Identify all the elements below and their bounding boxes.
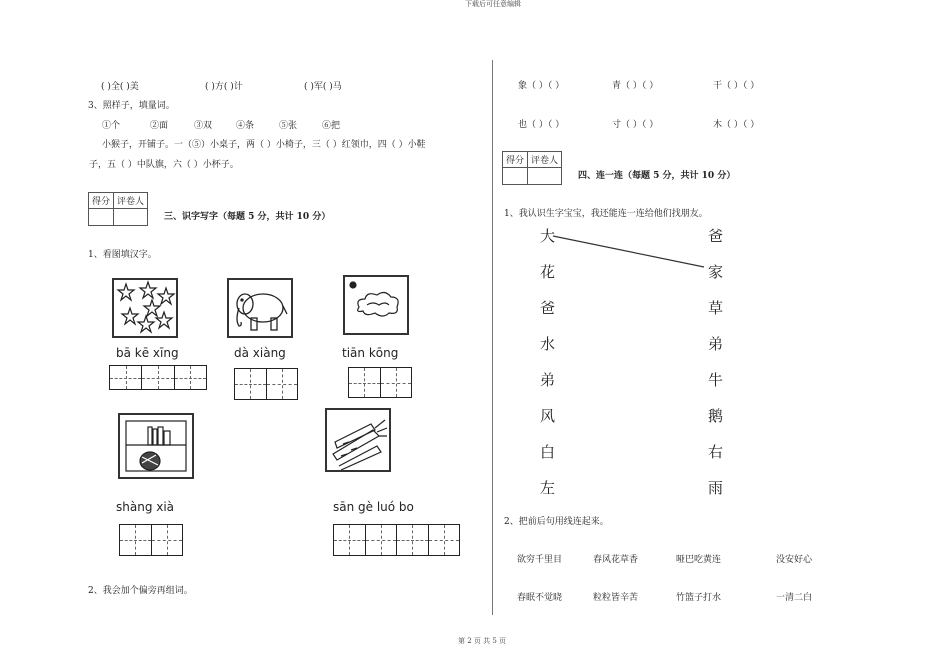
measure-word-option: ④条 [236,121,255,131]
score-label: 得分 [89,193,114,209]
score-label: 得分 [503,152,528,168]
question-3-line-2: 子，五（ ）中队旗，六（ ）小杯子。 [89,160,239,170]
radical-item: 青（ ）（ ） [612,81,659,91]
idiom-front[interactable]: 欲穷千里目 [517,555,563,565]
match-right-char[interactable]: 雨 [708,479,724,497]
grader-label: 评卷人 [114,193,148,209]
match-left-char[interactable]: 花 [540,263,556,281]
match-left-char[interactable]: 水 [540,335,556,353]
pinyin-label: sān gè luó bo [333,500,414,514]
page-footer: 第 2 页 共 5 页 [458,637,507,645]
match-right-char[interactable]: 牛 [708,371,724,389]
match-right-char[interactable]: 弟 [708,335,724,353]
idiom-front[interactable]: 春眠不觉晓 [517,593,563,603]
measure-word-option: ①个 [102,121,121,131]
question-1-title: 1、看图填汉字。 [88,250,157,260]
match-left-char[interactable]: 大 [540,227,556,245]
match-right-char[interactable]: 鹅 [708,407,724,425]
match-left-char[interactable]: 白 [540,443,556,461]
match-right-char[interactable]: 草 [708,299,724,317]
pinyin-label: dà xiàng [234,346,286,360]
measure-word-option: ⑥把 [322,121,341,131]
idiom-back[interactable]: 没安好心 [776,555,813,565]
idiom-back[interactable]: 竹篮子打水 [676,593,722,603]
fill-blank-3: ( )军( )马 [304,82,342,92]
match-right-char[interactable]: 右 [708,443,724,461]
match-question-1-title: 1、我认识生字宝宝，我还能连一连给他们找朋友。 [504,209,708,219]
pinyin-label: shàng xià [116,500,175,514]
radical-item: 木（ ）（ ） [713,120,760,130]
match-left-char[interactable]: 左 [540,479,556,497]
idiom-front[interactable]: 粒粒皆辛苦 [593,593,639,603]
header-note: 下载后可任意编辑 [465,0,521,8]
pinyin-label: tiān kōng [342,346,399,360]
radical-item: 干（ ）（ ） [713,81,760,91]
measure-word-option: ②面 [150,121,169,131]
fill-blank-1: ( )全( )美 [101,82,139,92]
radical-item: 也（ ）（ ） [518,120,565,130]
question-3-title: 3、照样子，填量词。 [88,101,175,111]
measure-word-option: ⑤张 [279,121,298,131]
idiom-back[interactable]: 一清二白 [776,593,813,603]
radical-item: 象（ ）（ ） [518,81,565,91]
match-right-char[interactable]: 爸 [708,227,724,245]
match-left-char[interactable]: 弟 [540,371,556,389]
measure-word-option: ③双 [194,121,213,131]
idiom-back[interactable]: 哑巴吃黄连 [676,555,722,565]
idiom-front[interactable]: 春风花草香 [593,555,639,565]
grader-label: 评卷人 [528,152,562,168]
match-left-char[interactable]: 风 [540,407,556,425]
question-2-title: 2、我会加个偏旁再组词。 [88,586,193,596]
match-right-char[interactable]: 家 [708,263,724,281]
match-question-2-title: 2、把前后句用线连起来。 [504,517,609,527]
match-left-char[interactable]: 爸 [540,299,556,317]
radical-item: 寸（ ）（ ） [612,120,659,130]
fill-blank-2: ( )方( )计 [205,82,243,92]
section-3-title: 三、识字写字（每题 5 分，共计 10 分） [164,212,331,222]
section-4-title: 四、连一连（每题 5 分，共计 10 分） [578,171,736,181]
question-3-line-1: 小猴子，开铺子。一（⑤）小桌子，两（ ）小椅子，三（ ）红领巾，四（ ）小鞋 [102,140,426,150]
pinyin-label: bā kē xīng [116,346,179,360]
